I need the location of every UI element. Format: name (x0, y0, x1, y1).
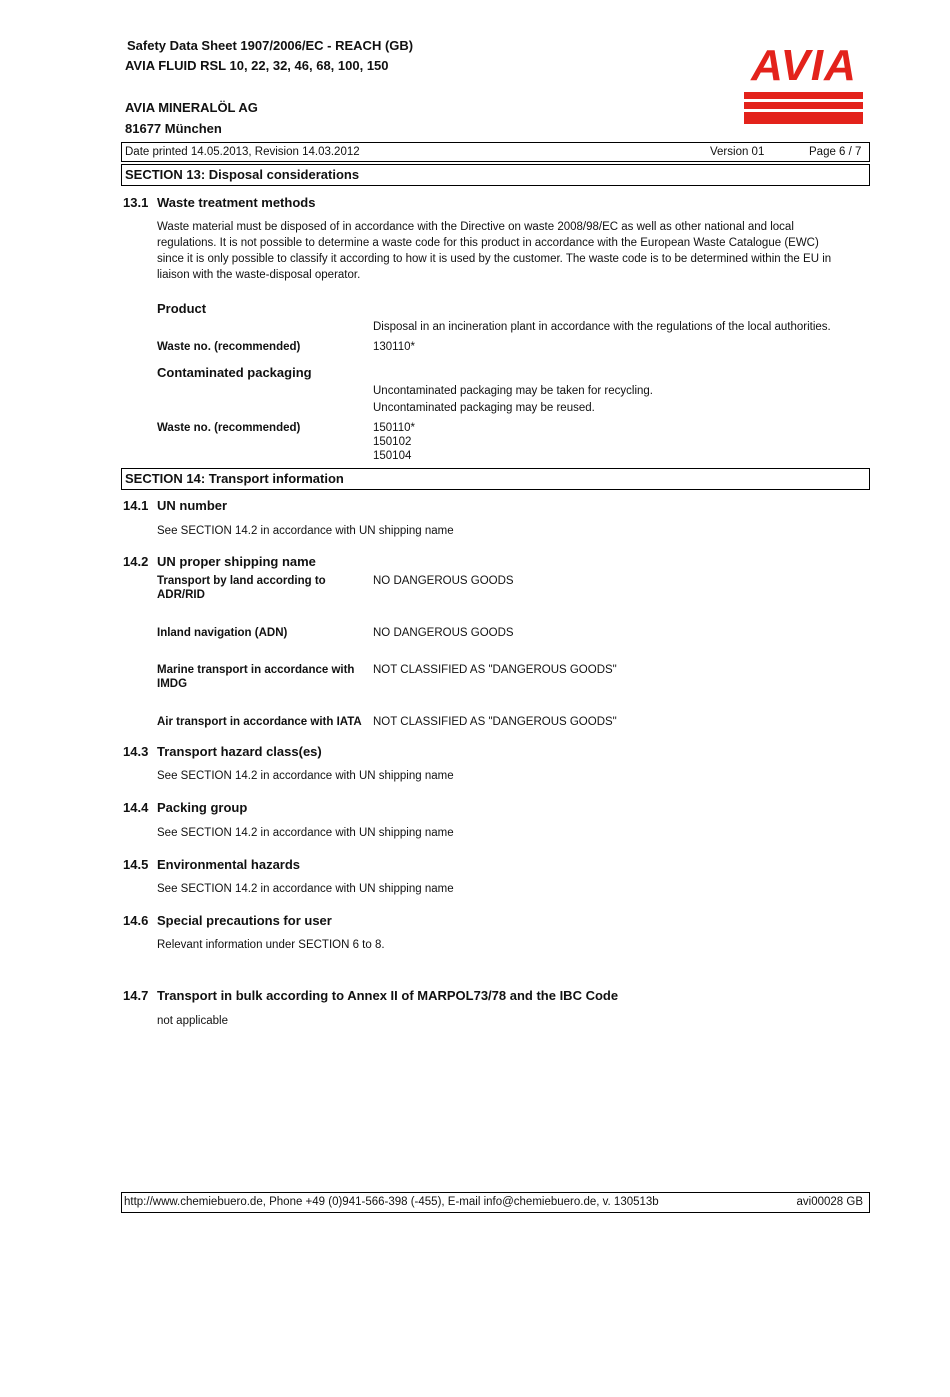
transport-mode-label: Inland navigation (ADN) (157, 627, 288, 639)
subsection-title: Waste treatment methods (157, 195, 316, 210)
product-waste-no: 130110* (373, 341, 415, 353)
see-reference-text: See SECTION 14.2 in accordance with UN shipping name (157, 525, 454, 537)
waste-no-label: Waste no. (recommended) (157, 422, 301, 434)
waste-code: 150102 (373, 436, 412, 448)
subsection-title: Environmental hazards (157, 857, 301, 872)
footer-contact: http://www.chemiebuero.de, Phone +49 (0)941-566-398 (-455), E-mail info@chemiebuero.de, v. 130513b (124, 1196, 659, 1208)
logo-stripe (744, 102, 863, 109)
product-heading: Product (157, 301, 207, 316)
footer-bar (121, 1192, 870, 1213)
logo-stripe (744, 92, 863, 99)
print-date: Date printed 14.05.2013, Revision 14.03.2012 (125, 146, 360, 158)
transport-mode-label: Transport by land according to ADR/RID (157, 575, 326, 601)
section-13-header: SECTION 13: Disposal considerations (121, 164, 870, 186)
info-bar (121, 142, 870, 162)
transport-mode-value: NOT CLASSIFIED AS "DANGEROUS GOODS" (373, 716, 617, 728)
waste-code: 150110* (373, 422, 415, 434)
subsection-number: 14.7 (123, 988, 149, 1003)
subsection-number: 14.3 (123, 744, 149, 759)
subsection-title: Packing group (157, 800, 248, 815)
footer-doc-id: avi00028 GB (796, 1196, 863, 1208)
subsection-number: 14.5 (123, 857, 149, 872)
page-number: Page 6 / 7 (809, 146, 862, 158)
avia-logo (742, 41, 866, 126)
subsection-title: Special precautions for user (157, 913, 332, 928)
transport-mode-value: NO DANGEROUS GOODS (373, 575, 514, 587)
company-city: 81677 München (125, 121, 222, 136)
packaging-text: Uncontaminated packaging may be taken for recycling. (373, 385, 653, 397)
see-reference-text: See SECTION 14.2 in accordance with UN shipping name (157, 770, 454, 782)
subsection-number: 14.1 (123, 498, 149, 513)
product-disposal-text: Disposal in an incineration plant in accordance with the regulations of the local authorities. (373, 321, 831, 333)
paragraph-line: liaison with the waste-disposal operator. (157, 269, 361, 281)
subsection-number: 14.6 (123, 913, 149, 928)
packaging-text: Uncontaminated packaging may be reused. (373, 402, 595, 414)
logo-text: AVIA (751, 41, 857, 90)
bulk-transport-text: not applicable (157, 1015, 228, 1027)
waste-code: 150104 (373, 450, 412, 462)
subsection-number: 14.4 (123, 800, 149, 815)
precautions-text: Relevant information under SECTION 6 to 8. (157, 939, 385, 951)
document-title: Safety Data Sheet 1907/2006/EC - REACH (GB) (127, 38, 414, 53)
subsection-title: UN proper shipping name (157, 554, 316, 569)
paragraph-line: since it is only possible to classify it according to how it is used by the customer. The waste code is to be determined within the EU in (157, 253, 832, 265)
company-name: AVIA MINERALÖL AG (125, 100, 258, 115)
see-reference-text: See SECTION 14.2 in accordance with UN shipping name (157, 827, 454, 839)
see-reference-text: See SECTION 14.2 in accordance with UN shipping name (157, 883, 454, 895)
subsection-title: Transport in bulk according to Annex II of MARPOL73/78 and the IBC Code (157, 988, 619, 1003)
paragraph-line: regulations. It is not possible to determine a waste code for this product in accordance with the European Waste Catalogue (EWC) (157, 237, 819, 249)
waste-paragraph (157, 219, 831, 283)
packaging-heading: Contaminated packaging (157, 365, 312, 380)
product-name: AVIA FLUID RSL 10, 22, 32, 46, 68, 100, 150 (125, 58, 389, 73)
paragraph-line: Waste material must be disposed of in accordance with the Directive on waste 2008/98/EC as well as other national and local (157, 221, 794, 233)
waste-no-label: Waste no. (recommended) (157, 341, 301, 353)
transport-mode-value: NOT CLASSIFIED AS "DANGEROUS GOODS" (373, 664, 617, 676)
logo-stripe (744, 112, 863, 124)
version-label: Version 01 (710, 146, 765, 158)
subsection-number: 13.1 (123, 195, 149, 210)
section-14-header: SECTION 14: Transport information (121, 468, 870, 490)
transport-mode-label: Air transport in accordance with IATA (157, 716, 362, 728)
transport-mode-label: Marine transport in accordance with IMDG (157, 664, 355, 690)
packaging-waste-codes (373, 421, 415, 463)
subsection-number: 14.2 (123, 554, 149, 569)
transport-mode-value: NO DANGEROUS GOODS (373, 627, 514, 639)
subsection-title: Transport hazard class(es) (157, 744, 322, 759)
subsection-title: UN number (157, 498, 228, 513)
